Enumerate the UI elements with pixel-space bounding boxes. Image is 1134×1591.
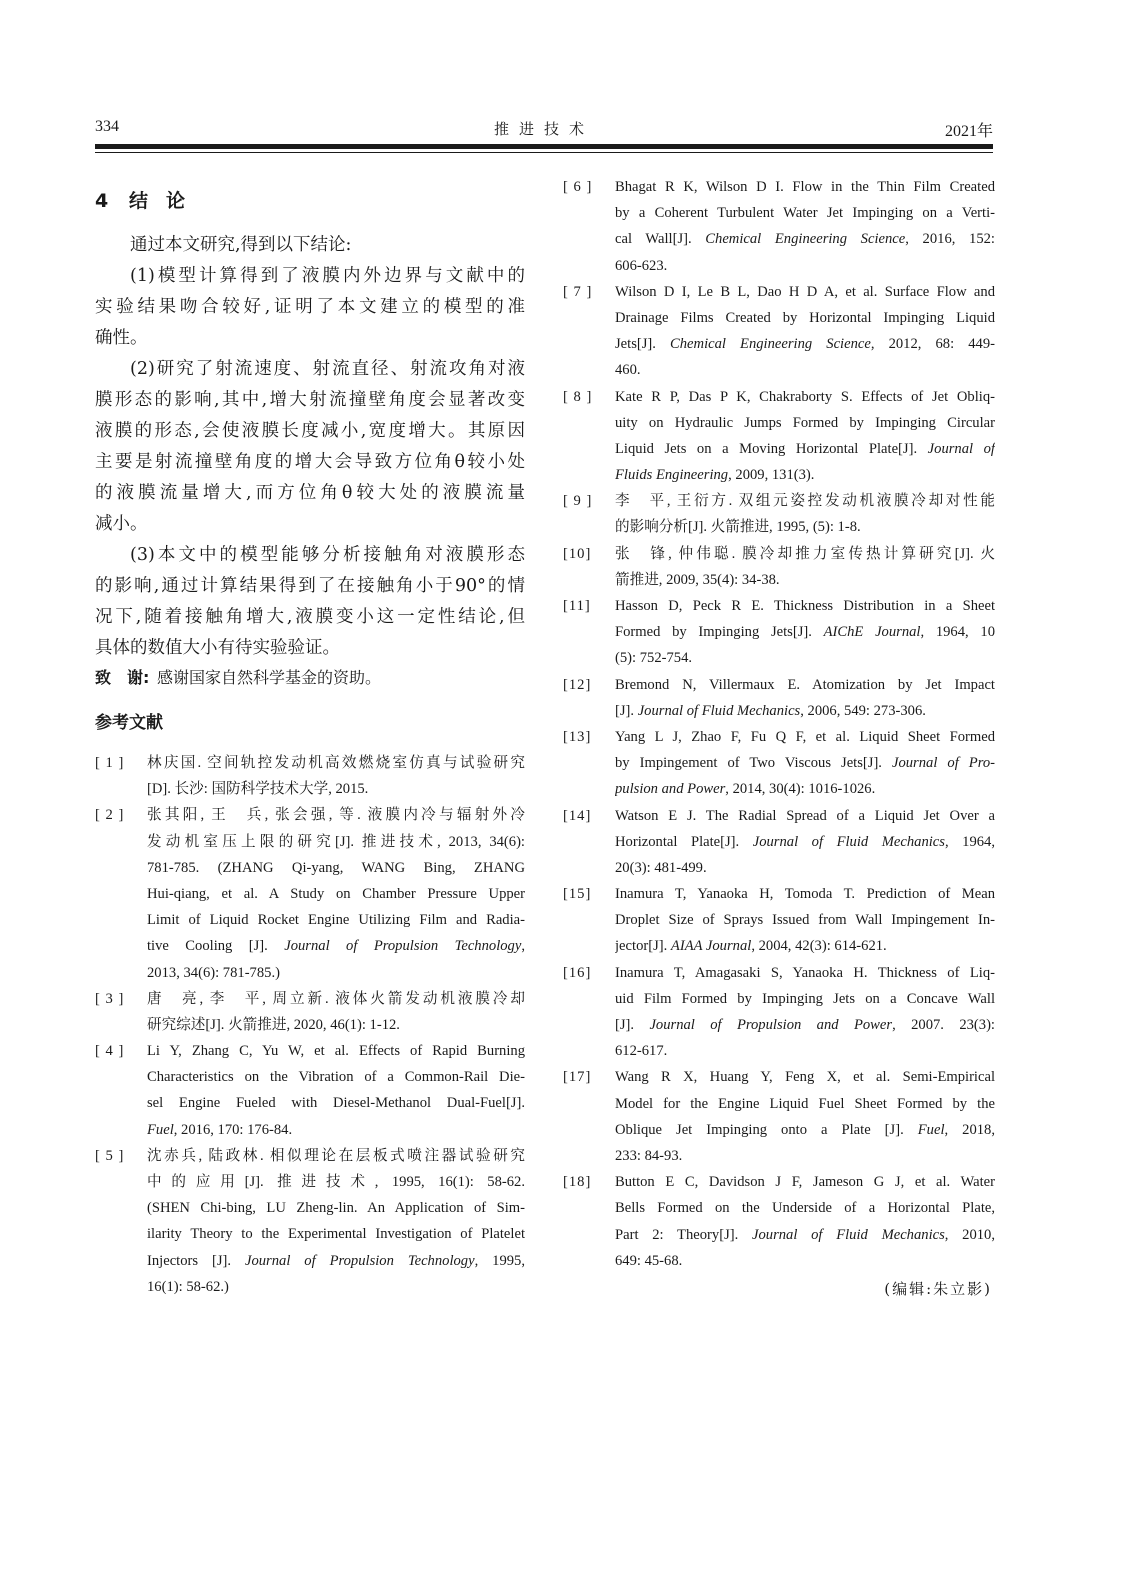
reference-line: 781-785. (ZHANG Qi-yang, WANG Bing, ZHANG bbox=[147, 859, 525, 876]
reference-text bbox=[147, 750, 525, 802]
header-rule-thick bbox=[95, 144, 993, 149]
reference-line: cal Wall[J]. Chemical Engineering Science, 2016, 152: bbox=[615, 231, 995, 248]
reference-line: Hui-qiang, et al. A Study on Chamber Pressure Upper bbox=[147, 885, 525, 902]
text-line: 具体的数值大小有待实验验证。 bbox=[95, 638, 340, 658]
reference-line: 的影响分析[J]. 火箭推进, 1995, (5): 1-8. bbox=[615, 519, 861, 536]
reference-line: tive Cooling [J]. Journal of Propulsion Technology, bbox=[147, 938, 525, 955]
reference-line: Liquid Jets on a Moving Horizontal Plate[J]. Journal of bbox=[615, 440, 995, 457]
reference-number: [14] bbox=[563, 807, 592, 824]
reference-number: [ 2 ] bbox=[95, 807, 125, 824]
reference-text bbox=[147, 802, 525, 985]
reference-line: Button E C, Davidson J F, Jameson G J, et al. Water bbox=[615, 1174, 995, 1191]
acknowledgement-text: 感谢国家自然科学基金的资助。 bbox=[157, 668, 382, 687]
reference-line: Part 2: Theory[J]. Journal of Fluid Mechanics, 2010, bbox=[615, 1226, 995, 1243]
reference-line: Model for the Engine Liquid Fuel Sheet Formed by the bbox=[615, 1095, 995, 1112]
text-line: 实验结果吻合较好,证明了本文建立的模型的准 bbox=[95, 297, 525, 317]
reference-line: 460. bbox=[615, 362, 641, 379]
reference-line: 研究综述[J]. 火箭推进, 2020, 46(1): 1-12. bbox=[147, 1016, 400, 1033]
acknowledgement-label: 致 谢: bbox=[95, 668, 150, 687]
reference-number: [17] bbox=[563, 1069, 592, 1086]
reference-line: Wang R X, Huang Y, Feng X, et al. Semi-Empirical bbox=[615, 1069, 995, 1086]
text-line: 液膜的形态,会使液膜长度减小,宽度增大。其原因 bbox=[95, 421, 525, 441]
reference-line: (5): 752-754. bbox=[615, 650, 693, 667]
reference-line: (SHEN Chi-bing, LU Zheng-lin. An Application of Sim- bbox=[147, 1200, 525, 1217]
reference-line: Kate R P, Das P K, Chakraborty S. Effects of Jet Obliq- bbox=[615, 388, 995, 405]
reference-text bbox=[615, 724, 995, 803]
reference-line: 张 锋, 仲伟聪. 膜冷却推力室传热计算研究[J]. 火 bbox=[615, 545, 995, 562]
reference-text bbox=[615, 488, 995, 540]
reference-item bbox=[563, 672, 995, 724]
reference-number: [ 9 ] bbox=[563, 493, 593, 510]
running-header bbox=[95, 118, 993, 140]
reference-line: Formed by Impinging Jets[J]. AIChE Journal, 1964, 10 bbox=[615, 624, 995, 641]
reference-line: 中的应用[J]. 推进技术, 1995, 16(1): 58-62. bbox=[147, 1174, 525, 1190]
reference-text bbox=[615, 672, 995, 724]
reference-line: uity on Hydraulic Jumps Formed by Impinging Circular bbox=[615, 414, 995, 431]
text-line: 膜形态的影响,其中,增大射流撞壁角度会显著改变 bbox=[95, 390, 525, 410]
conclusion-body bbox=[95, 230, 525, 664]
reference-line: Jets[J]. Chemical Engineering Science, 2012, 68: 449- bbox=[615, 336, 995, 353]
reference-line: 649: 45-68. bbox=[615, 1252, 683, 1269]
reference-line: 沈赤兵, 陆政林. 相似理论在层板式喷注器试验研究 bbox=[147, 1147, 525, 1164]
reference-line: Limit of Liquid Rocket Engine Utilizing Film and Radia- bbox=[147, 912, 525, 929]
reference-line: [J]. Journal of Fluid Mechanics, 2006, 549: 273-306. bbox=[615, 702, 926, 719]
reference-number: [ 3 ] bbox=[95, 990, 125, 1007]
section-number: 4 bbox=[95, 190, 109, 212]
issue-year: 2021年 bbox=[944, 123, 993, 140]
journal-name: 推进技术 bbox=[493, 120, 594, 138]
reference-text bbox=[615, 174, 995, 279]
reference-line: 林庆国. 空间轨控发动机高效燃烧室仿真与试验研究 bbox=[147, 755, 525, 771]
reference-number: [ 4 ] bbox=[95, 1043, 125, 1060]
header-rule-thin bbox=[95, 152, 993, 153]
acknowledgement bbox=[95, 664, 525, 694]
reference-line: Characteristics on the Vibration of a Common-Rail Die- bbox=[147, 1069, 525, 1086]
reference-item bbox=[563, 881, 995, 960]
reference-list-left bbox=[95, 750, 525, 1300]
reference-line: ilarity Theory to the Experimental Investigation of Platelet bbox=[147, 1226, 525, 1243]
reference-number: [ 7 ] bbox=[563, 283, 593, 300]
reference-number: [ 8 ] bbox=[563, 388, 593, 405]
reference-line: Fuel, 2016, 170: 176-84. bbox=[147, 1121, 293, 1138]
reference-text bbox=[615, 541, 995, 593]
reference-item bbox=[563, 803, 995, 882]
reference-line: 箭推进, 2009, 35(4): 34-38. bbox=[615, 571, 780, 588]
reference-text bbox=[147, 1038, 525, 1143]
reference-item bbox=[95, 986, 525, 1038]
editor-note: (编辑:朱立影) bbox=[884, 1280, 992, 1298]
reference-line: 16(1): 58-62.) bbox=[147, 1278, 229, 1295]
reference-line: Inamura T, Amagasaki S, Yanaoka H. Thickness of Liq- bbox=[615, 964, 995, 981]
reference-text bbox=[147, 986, 525, 1038]
section-title: 结论 bbox=[129, 190, 204, 212]
reference-line: 606-623. bbox=[615, 257, 668, 274]
reference-line: 20(3): 481-499. bbox=[615, 859, 707, 876]
reference-line: Yang L J, Zhao F, Fu Q F, et al. Liquid Sheet Formed bbox=[615, 728, 995, 745]
reference-line: uid Film Formed by Impinging Jets on a Concave Wall bbox=[615, 990, 995, 1007]
reference-line: 李 平, 王衍方. 双组元姿控发动机液膜冷却对性能 bbox=[615, 493, 995, 510]
right-column bbox=[563, 174, 995, 1274]
text-line: 的影响,通过计算结果得到了在接触角小于90°的情 bbox=[95, 576, 525, 596]
reference-line: by Impingement of Two Viscous Jets[J]. Journal of Pro- bbox=[615, 755, 995, 772]
reference-line: Fluids Engineering, 2009, 131(3). bbox=[615, 467, 815, 484]
reference-number: [ 1 ] bbox=[95, 755, 125, 771]
reference-item bbox=[95, 750, 525, 802]
reference-item bbox=[563, 384, 995, 489]
reference-text bbox=[615, 1169, 995, 1274]
reference-text bbox=[147, 1143, 525, 1300]
reference-number: [12] bbox=[563, 676, 592, 693]
reference-line: [D]. 长沙: 国防科学技术大学, 2015. bbox=[147, 781, 369, 798]
reference-number: [ 6 ] bbox=[563, 179, 593, 195]
page-number: 334 bbox=[95, 118, 119, 135]
reference-line: Inamura T, Yanaoka H, Tomoda T. Prediction of Mean bbox=[615, 886, 995, 903]
reference-line: Wilson D I, Le B L, Dao H D A, et al. Surface Flow and bbox=[615, 283, 995, 300]
reference-line: [J]. Journal of Propulsion and Power, 2007. 23(3): bbox=[615, 1017, 995, 1033]
reference-text bbox=[615, 960, 995, 1065]
reference-item bbox=[95, 802, 525, 985]
reference-line: Bhagat R K, Wilson D I. Flow in the Thin Film Created bbox=[615, 179, 995, 195]
reference-line: pulsion and Power, 2014, 30(4): 1016-1026. bbox=[615, 781, 876, 798]
reference-text bbox=[615, 881, 995, 960]
reference-list-right bbox=[563, 174, 995, 1274]
reference-line: Droplet Size of Sprays Issued from Wall Impingement In- bbox=[615, 912, 995, 929]
text-line: (2)研究了射流速度、射流直径、射流攻角对液 bbox=[130, 359, 525, 379]
text-line: 的液膜流量增大,而方位角θ较大处的液膜流量 bbox=[95, 483, 525, 503]
references-heading: 参考文献 bbox=[95, 713, 163, 733]
reference-item bbox=[563, 960, 995, 1065]
reference-line: 612-617. bbox=[615, 1043, 668, 1060]
reference-text bbox=[615, 279, 995, 384]
text-line: (3)本文中的模型能够分析接触角对液膜形态 bbox=[130, 545, 525, 565]
text-line: 主要是射流撞壁角度的增大会导致方位角θ较小处 bbox=[95, 452, 525, 472]
reference-number: [13] bbox=[563, 728, 592, 745]
reference-line: jector[J]. AIAA Journal, 2004, 42(3): 614-621. bbox=[615, 938, 887, 955]
reference-line: Oblique Jet Impinging onto a Plate [J]. Fuel, 2018, bbox=[615, 1121, 995, 1138]
reference-line: Drainage Films Created by Horizontal Impinging Liquid bbox=[615, 309, 995, 326]
reference-number: [11] bbox=[563, 598, 591, 614]
reference-line: Bremond N, Villermaux E. Atomization by Jet Impact bbox=[615, 676, 995, 693]
reference-number: [16] bbox=[563, 964, 592, 981]
reference-line: Hasson D, Peck R E. Thickness Distribution in a Sheet bbox=[615, 598, 995, 614]
reference-number: [15] bbox=[563, 886, 592, 903]
reference-number: [18] bbox=[563, 1174, 592, 1191]
reference-text bbox=[615, 803, 995, 882]
reference-item bbox=[563, 593, 995, 672]
text-line: (1)模型计算得到了液膜内外边界与文献中的 bbox=[130, 266, 525, 286]
section-heading bbox=[95, 186, 525, 216]
reference-line: Watson E J. The Radial Spread of a Liquid Jet Over a bbox=[615, 807, 995, 824]
left-column bbox=[95, 186, 525, 1300]
text-line: 况下,随着接触角增大,液膜变小这一定性结论,但 bbox=[95, 607, 525, 627]
text-line: 确性。 bbox=[95, 328, 148, 348]
reference-line: 张其阳, 王 兵, 张会强, 等. 液膜内冷与辐射外冷 bbox=[147, 807, 525, 824]
reference-item bbox=[563, 1169, 995, 1274]
reference-text bbox=[615, 384, 995, 489]
reference-line: 唐 亮, 李 平, 周立新. 液体火箭发动机液膜冷却 bbox=[147, 990, 525, 1007]
reference-line: Li Y, Zhang C, Yu W, et al. Effects of Rapid Burning bbox=[147, 1043, 525, 1060]
reference-text bbox=[615, 1064, 995, 1169]
reference-number: [10] bbox=[563, 545, 592, 562]
reference-line: Injectors [J]. Journal of Propulsion Technology, 1995, bbox=[147, 1252, 525, 1269]
reference-line: by a Coherent Turbulent Water Jet Impinging on a Verti- bbox=[615, 205, 995, 222]
reference-item bbox=[563, 1064, 995, 1169]
reference-number: [ 5 ] bbox=[95, 1147, 125, 1164]
reference-line: sel Engine Fueled with Diesel-Methanol Dual-Fuel[J]. bbox=[147, 1095, 525, 1112]
reference-text bbox=[615, 593, 995, 672]
text-line: 减小。 bbox=[95, 514, 148, 534]
text-line: 通过本文研究,得到以下结论: bbox=[130, 235, 352, 255]
reference-item bbox=[563, 279, 995, 384]
reference-item bbox=[563, 541, 995, 593]
reference-item bbox=[95, 1143, 525, 1300]
reference-item bbox=[563, 724, 995, 803]
reference-item bbox=[563, 488, 995, 540]
reference-line: 发动机室压上限的研究[J]. 推进技术, 2013, 34(6): bbox=[147, 833, 525, 850]
reference-line: 2013, 34(6): 781-785.) bbox=[147, 964, 280, 981]
reference-item bbox=[95, 1038, 525, 1143]
reference-line: Bells Formed on the Underside of a Horizontal Plate, bbox=[615, 1200, 995, 1217]
reference-line: 233: 84-93. bbox=[615, 1147, 683, 1164]
reference-line: Horizontal Plate[J]. Journal of Fluid Mechanics, 1964, bbox=[615, 833, 995, 850]
reference-item bbox=[563, 174, 995, 279]
